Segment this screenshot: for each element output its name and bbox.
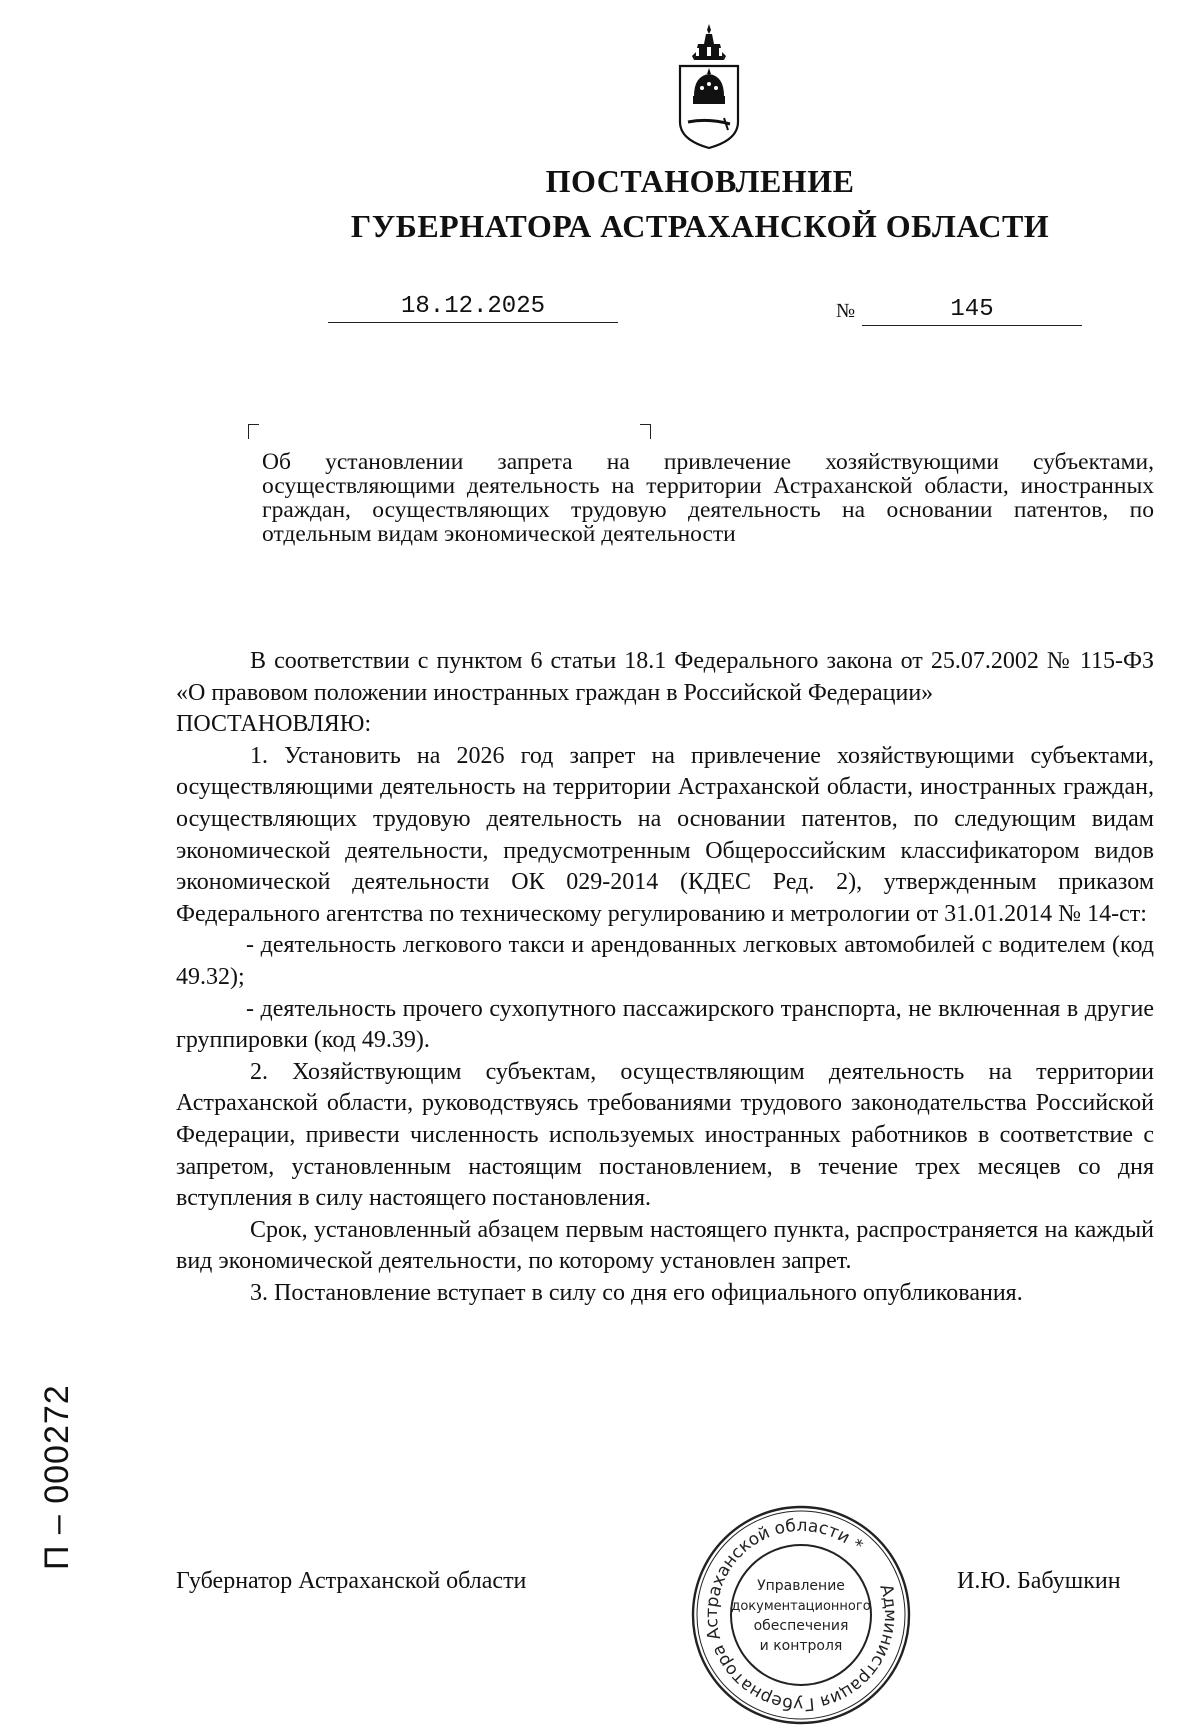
document-subject: Об установлении запрета на привлечение хозяйствующими субъектами, осуществляющими деятельность на территории Астраханской области, иностранных граждан, осуществляющих трудовую деятельность на основании патентов, по отдельным видам экономической деятельности	[262, 449, 1154, 547]
stamp-center-line-3: обеспечения	[753, 1618, 849, 1634]
coat-of-arms-emblem	[672, 22, 746, 152]
item-2-continuation: Срок, установленный абзацем первым настоящего пункта, распространяется на каждый вид экономической деятельности, по которому установлен запрет.	[176, 1216, 1154, 1275]
signatory-position: Губернатор Астраханской области	[176, 1568, 527, 1594]
subject-corner-right	[640, 424, 651, 439]
decree-word: ПОСТАНОВЛЯЮ:	[176, 711, 372, 738]
stamp-center-line-2: документационного	[731, 1599, 871, 1614]
svg-text:Администрация Губернатора Астр	[688, 1502, 914, 1728]
number-sign: №	[836, 300, 856, 322]
document-body	[176, 646, 1154, 1309]
subject-corner-left	[248, 424, 259, 439]
stamp-ring-text: Администрация Губернатора Астраханской области *	[701, 1515, 901, 1715]
stamp-center-line-4: и контроля	[759, 1638, 843, 1654]
signatory-name: И.Ю. Бабушкин	[957, 1568, 1121, 1594]
document-type-title: ПОСТАНОВЛЕНИЕ	[545, 163, 855, 199]
bullet-1-paragraph: - деятельность легкового такси и арендованных легковых автомобилей с водителем (код 49.32);	[176, 932, 1154, 990]
item-3-paragraph: 3. Постановление вступает в силу со дня его официального опубликования.	[250, 1279, 1023, 1306]
bullet-2-paragraph: - деятельность прочего сухопутного пассажирского транспорта, не включенная в другие группировки (код 49.39).	[176, 995, 1154, 1054]
side-registration-number: П – 000272	[38, 1384, 76, 1570]
official-stamp	[688, 1502, 914, 1728]
document-date: 18.12.2025	[328, 293, 618, 323]
issuer-title: ГУБЕРНАТОРА АСТРАХАНСКОЙ ОБЛАСТИ	[350, 208, 1050, 244]
preamble-paragraph: В соответствии с пунктом 6 статьи 18.1 Федерального закона от 25.07.2002 № 115-ФЗ «О правовом положении иностранных граждан в Российской Федерации»	[176, 648, 1154, 706]
document-number: 145	[862, 296, 1082, 326]
stamp-center-line-1: Управление	[757, 1578, 845, 1594]
item-1-paragraph: 1. Установить на 2026 год запрет на привлечение хозяйствующими субъектами, осуществляющими деятельность на территории Астраханской области, иностранных граждан, осуществляющих трудовую деятельность на основании патентов, по следующим видам экономической деятельности, предусмотренным Общероссийским классификатором видов экономической деятельности ОК 029-2014 (КДЕС Ред. 2), утвержденным приказом Федерального агентства по техническому регулированию и метрологии от 31.01.2014 № 14-ст:	[176, 742, 1154, 927]
item-2-paragraph: 2. Хозяйствующим субъектам, осуществляющим деятельность на территории Астраханской области, руководствуясь требованиями трудового законодательства Российской Федерации, привести численность используемых иностранных работников в соответствие с запретом, установленным настоящим постановлением, в течение трех месяцев со дня вступления в силу настоящего постановления.	[176, 1058, 1154, 1212]
